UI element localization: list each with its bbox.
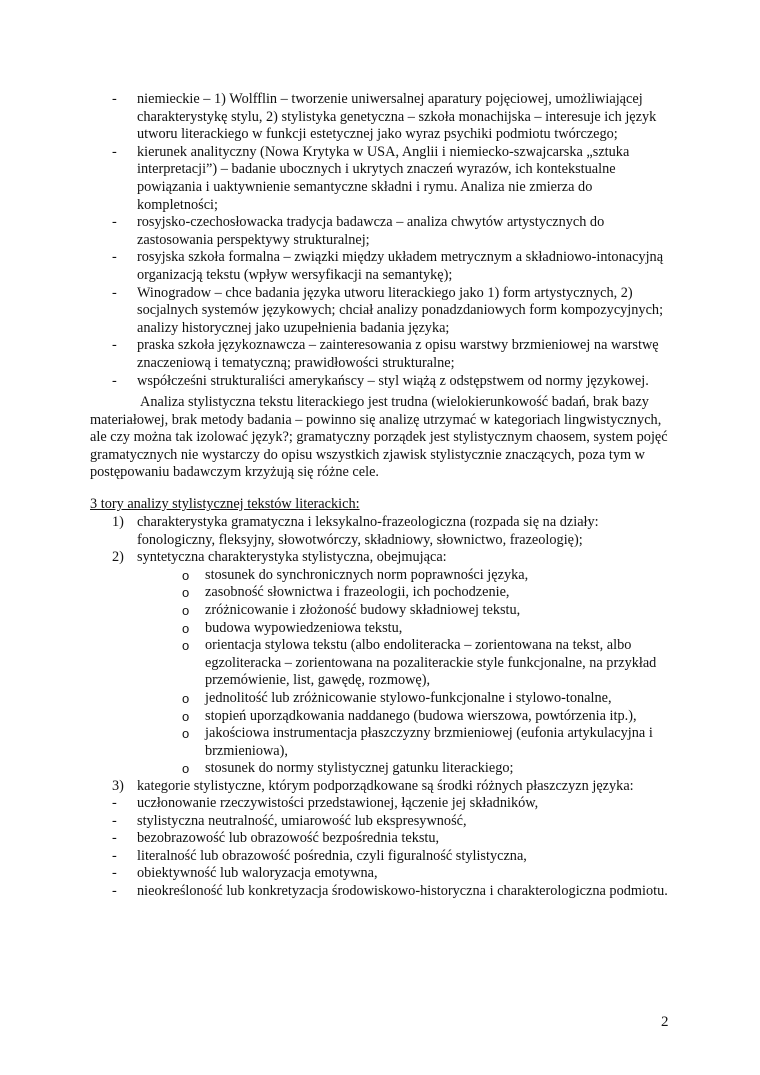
sublist-item: o budowa wypowiedzeniowa tekstu, <box>182 620 672 638</box>
stylistic-categories-list <box>112 795 672 901</box>
list-item <box>112 514 672 549</box>
sublist-item: o jednolitość lub zróżnicowanie stylowo-funkcjonalne i stylowo-tonalne, <box>182 690 672 708</box>
item-number: 3) <box>112 777 124 794</box>
list-item: - rosyjska szkoła formalna – związki między układem metrycznym a składniowo-intonacyjną organizacją tekstu (wpływ wersyfikacji na semantykę); <box>112 249 672 284</box>
sublist-item: o stopień uporządkowania naddanego (budowa wierszowa, powtórzenia itp.), <box>182 708 672 726</box>
list-item <box>112 778 672 796</box>
list-item: - rosyjsko-czechosłowacka tradycja badawcza – analiza chwytów artystycznych do zastosowania perspektywy strukturalnej; <box>112 214 672 249</box>
sublist-item: o zróżnicowanie i złożoność budowy składniowej tekstu, <box>182 602 672 620</box>
list-item: - kierunek analityczny (Nowa Krytyka w USA, Anglii i niemiecko-szwajcarska „sztuka interpretacji”) – badanie ubocznych i ukrytych znaczeń wyrazów, ich kontekstualne powiązania i uaktywnienie semantyczne składni i rymu. Analiza nie zmierza do kompletności; <box>112 144 672 214</box>
analysis-tracks-list <box>112 514 672 796</box>
list-item: - bezobrazowość lub obrazowość bezpośrednia tekstu, <box>112 830 672 848</box>
research-traditions-list <box>112 91 672 390</box>
sublist-item: o stosunek do synchronicznych norm poprawności języka, <box>182 567 672 585</box>
synthetic-characteristics-sublist <box>182 567 672 778</box>
item-text: charakterystyka gramatyczna i leksykalno-frazeologiczna (rozpada się na działy: fonologiczny, fleksyjny, słowotwórczy, składniowy, słownictwo, frazeologię); <box>137 514 599 548</box>
item-number: 1) <box>112 514 124 530</box>
list-item: - stylistyczna neutralność, umiarowość lub ekspresywność, <box>112 813 672 831</box>
list-item: - uczłonowanie rzeczywistości przedstawionej, łączenie jej składników, <box>112 795 672 813</box>
sublist-item: o jakościowa instrumentacja płaszczyzny brzmieniowej (eufonia artykulacyjna i brzmieniowa), <box>182 725 672 760</box>
sublist-item: o stosunek do normy stylistycznej gatunku literackiego; <box>182 760 672 778</box>
list-item: - literalność lub obrazowość pośrednia, czyli figuralność stylistyczna, <box>112 848 672 866</box>
list-item: - niemieckie – 1) Wolfflin – tworzenie uniwersalnej aparatury pojęciowej, umożliwiającej charakterystykę stylu, 2) stylistyka genetyczna – szkoła monachijska – interesuje ich język utworu literackiego w funkcji estetycznej jako wyraz psychiki podmiotu twórczego; <box>112 91 672 144</box>
list-item: - współcześni strukturaliści amerykańscy – styl wiążą z odstępstwem od normy językowej. <box>112 373 672 391</box>
item-number: 2) <box>112 549 124 566</box>
page-number: 2 <box>661 1014 669 1030</box>
sublist-item: o zasobność słownictwa i frazeologii, ich pochodzenie, <box>182 584 672 602</box>
section-heading: 3 tory analizy stylistycznej tekstów literackich: <box>90 496 360 512</box>
list-item: - nieokreśloność lub konkretyzacja środowiskowo-historyczna i charakterologiczna podmiotu. <box>112 883 672 901</box>
list-item <box>112 549 672 778</box>
list-item: - obiektywność lub waloryzacja emotywna, <box>112 865 672 883</box>
sublist-item: o orientacja stylowa tekstu (albo endoliteracka – zorientowana na tekst, albo egzoliteracka – zorientowana na pozaliterackie style funkcjonalne, na przykład przemówienie, list, gawędę, rozmowę), <box>182 637 672 690</box>
analysis-paragraph: Analiza stylistyczna tekstu literackiego jest trudna (wielokierunkowość badań, brak bazy materiałowej, brak metody badania – powinno się analizę utrzymać w kategoriach lingwistycznych, ale czy można tak izolować język?; gramatyczny porządek jest stylistycznym chaosem, system pojęć gramatycznych nie wystarczy do opisu wszystkich zjawisk stylistycznie znaczących, poza tym w postępowaniu badawczym krzyżują się różne cele. <box>90 394 668 481</box>
list-item: - praska szkoła językoznawcza – zainteresowania z opisu warstwy brzmieniowej na warstwę znaczeniową i tematyczną; prawidłowości strukturalne; <box>112 337 672 372</box>
item-text: syntetyczna charakterystyka stylistyczna, obejmująca: <box>137 549 447 566</box>
list-item: - Winogradow – chce badania języka utworu literackiego jako 1) form artystycznych, 2) socjalnych systemów językowych; chciał analizy ponadzdaniowych form kompozycyjnych; analizy historycznej jako uzupełnienia badania języka; <box>112 285 672 338</box>
item-text: kategorie stylistyczne, którym podporządkowane są środki różnych płaszczyzn języka: <box>137 777 634 794</box>
